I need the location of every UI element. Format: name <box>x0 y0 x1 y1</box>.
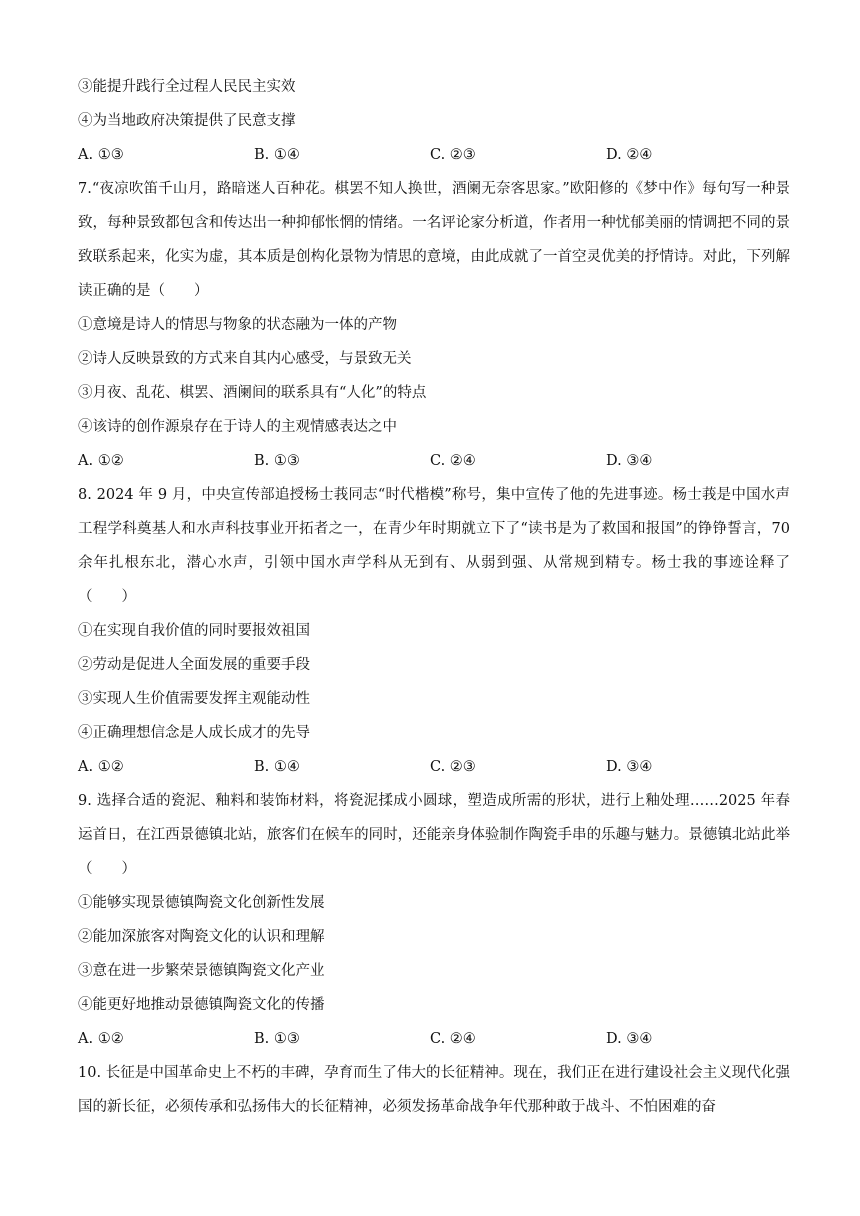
question-7 <box>78 172 790 478</box>
q7-item-1: ①意境是诗人的情思与物象的状态融为一体的产物 <box>78 317 397 333</box>
q7-option-a: A. ①② <box>78 453 124 469</box>
q6-options <box>78 138 790 172</box>
q8-item-2: ②劳动是促进人全面发展的重要手段 <box>78 657 310 673</box>
q6-item-3: ③能提升践行全过程人民民主实效 <box>78 79 296 95</box>
q10-stem: 10. 长征是中国革命史上不朽的丰碑，孕育而生了伟大的长征精神。现在，我们正在进行建设社会主义现代化强国的新长征，必须传承和弘扬伟大的长征精神，必须发扬革命战争年代那种敢于战斗、不怕困难的奋 <box>78 1065 790 1115</box>
q8-option-c: C. ②③ <box>430 759 476 775</box>
q9-item-4: ④能更好地推动景德镇陶瓷文化的传播 <box>78 997 325 1013</box>
q6-option-a: A. ①③ <box>78 147 124 163</box>
q6-option-d: D. ②④ <box>606 147 653 163</box>
question-8 <box>78 478 790 784</box>
q8-options <box>78 750 790 784</box>
q9-option-b: B. ①③ <box>254 1031 300 1047</box>
q8-item-3: ③实现人生价值需要发挥主观能动性 <box>78 691 310 707</box>
exam-page <box>78 70 790 1124</box>
q9-item-3: ③意在进一步繁荣景德镇陶瓷文化产业 <box>78 963 325 979</box>
q6-option-c: C. ②③ <box>430 147 476 163</box>
question-9 <box>78 784 790 1056</box>
q9-options <box>78 1022 790 1056</box>
q7-options <box>78 444 790 478</box>
q9-item-1: ①能够实现景德镇陶瓷文化创新性发展 <box>78 895 325 911</box>
q8-option-a: A. ①② <box>78 759 124 775</box>
q8-item-1: ①在实现自我价值的同时要报效祖国 <box>78 623 310 639</box>
q8-item-4: ④正确理想信念是人成长成才的先导 <box>78 725 310 741</box>
q7-option-c: C. ②④ <box>430 453 476 469</box>
q7-option-d: D. ③④ <box>606 453 653 469</box>
q7-item-3: ③月夜、乱花、棋罢、酒阑间的联系具有“人化”的特点 <box>78 385 427 401</box>
q7-item-4: ④该诗的创作源泉存在于诗人的主观情感表达之中 <box>78 419 397 435</box>
q9-option-c: C. ②④ <box>430 1031 476 1047</box>
q8-option-d: D. ③④ <box>606 759 653 775</box>
q9-option-d: D. ③④ <box>606 1031 653 1047</box>
q7-option-b: B. ①③ <box>254 453 300 469</box>
q7-stem: 7.“夜凉吹笛千山月，路暗迷人百种花。棋罢不知人换世，酒阑无奈客思家。”欧阳修的《梦中作》每句写一种景致，每种景致都包含和传达出一种抑郁怅惘的情绪。一名评论家分析道，作者用一种忧郁美丽的情调把不同的景致联系起来，化实为虚，其本质是创构化景物为情思的意境，由此成就了一首空灵优美的抒情诗。对此，下列解读正确的是（ ） <box>78 181 790 299</box>
q9-stem: 9. 选择合适的瓷泥、釉料和装饰材料，将瓷泥揉成小圆球，塑造成所需的形状，进行上釉处理……2025 年春运首日，在江西景德镇北站，旅客们在候车的同时，还能亲身体验制作陶瓷手串的乐趣与魅力。景德镇北站此举（ ） <box>78 793 790 877</box>
q8-stem: 8. 2024 年 9 月，中央宣传部追授杨士莪同志“时代楷模”称号，集中宣传了他的先进事迹。杨士莪是中国水声工程学科奠基人和水声科技事业开拓者之一，在青少年时期就立下了“读书是为了救国和报国”的铮铮誓言，70 余年扎根东北，潜心水声，引领中国水声学科从无到有、从弱到强、从常规到精专。杨士我的事迹诠释了（ ） <box>78 487 790 605</box>
question-10 <box>78 1056 790 1124</box>
q9-item-2: ②能加深旅客对陶瓷文化的认识和理解 <box>78 929 325 945</box>
q6-item-4: ④为当地政府决策提供了民意支撑 <box>78 113 296 129</box>
q9-option-a: A. ①② <box>78 1031 124 1047</box>
question-6-tail <box>78 70 790 172</box>
q7-item-2: ②诗人反映景致的方式来自其内心感受，与景致无关 <box>78 351 412 367</box>
q8-option-b: B. ①④ <box>254 759 300 775</box>
q6-option-b: B. ①④ <box>254 147 300 163</box>
